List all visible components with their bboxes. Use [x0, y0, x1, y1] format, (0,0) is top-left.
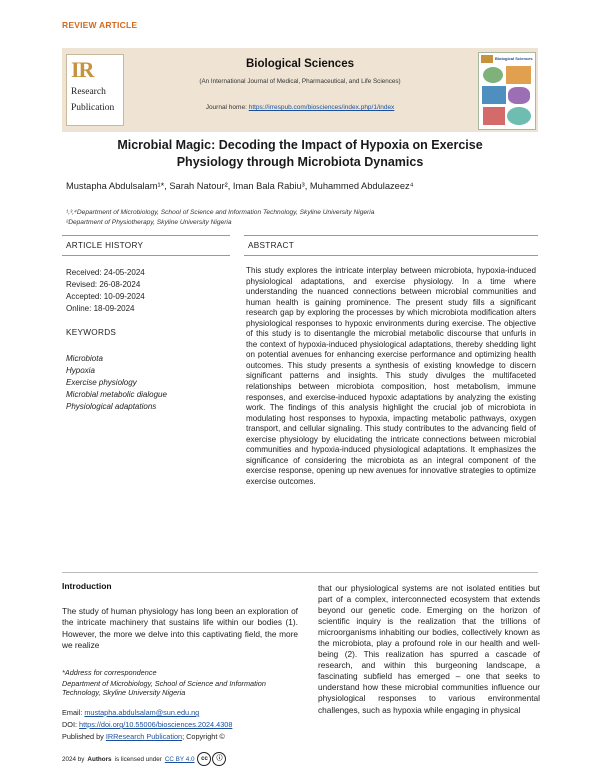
online-date: Online: 18-09-2024	[66, 304, 135, 313]
published-line	[62, 732, 225, 741]
keywords-heading: KEYWORDS	[66, 328, 117, 337]
doi-link[interactable]: https://doi.org/10.55006/biosciences.2024.4308	[79, 720, 233, 729]
journal-title: Biological Sciences	[245, 58, 354, 70]
journal-home-line	[150, 104, 450, 111]
keyword-item: Microbial metabolic dialogue	[66, 390, 167, 399]
divider	[62, 235, 230, 236]
cc-license-badge[interactable]	[197, 752, 226, 766]
accepted-date: Accepted: 10-09-2024	[66, 292, 145, 301]
correspondence-address: Department of Microbiology, School of Science and Information Technology, Skyline University Nigeria	[62, 679, 266, 698]
author-list: Mustapha Abdulsalam¹*, Sarah Natour², Iman Bala Rabiu³, Muhammed Abdulazeez⁴	[66, 181, 414, 191]
introduction-paragraph: The study of human physiology has long been an exploration of the intricate machinery that sustains life within our bodies (1). However, the more we delve into this captivating field, the more we realize	[62, 606, 298, 651]
article-history-heading: ARTICLE HISTORY	[66, 241, 144, 250]
abstract-heading: ABSTRACT	[248, 241, 295, 250]
keyword-item: Microbiota	[66, 354, 103, 363]
journal-home-link[interactable]: https://irrespub.com/biosciences/index.php/1/index	[248, 104, 395, 111]
divider	[62, 255, 230, 256]
introduction-heading: Introduction	[62, 581, 112, 591]
license-link[interactable]: CC BY 4.0	[164, 755, 195, 763]
copyright-text: ; Copyright ©	[182, 732, 225, 741]
journal-cover-thumbnail	[478, 52, 536, 130]
publisher-logo	[66, 54, 124, 126]
publisher-link[interactable]: IRResearch Publication	[105, 732, 183, 741]
cover-image-cell	[482, 86, 506, 104]
published-label: Published by	[62, 732, 104, 741]
introduction-paragraph-continued: that our physiological systems are not isolated entities but part of a complex, interconnected ecosystem that extends beyond our genetic code. Emerging on the horizon of scientific inquiry is the realization that the trillions of microorganisms inhabiting our bodies, collectively known as the microbiota, play a profound role in our health and well-being (2). This realization has spurred a cascade of research, and within this burgeoning landscape, a fascinating subfield has emerged – one that seeks to understand how these microbial communities influence our physiological responses to various environmental challenges, such as hypoxia while engaging in physical	[318, 583, 540, 715]
cover-image-cell	[483, 107, 505, 125]
email-line	[62, 708, 199, 717]
attribution-icon: ⓘ	[212, 752, 226, 766]
paper-title-line: Physiology through Microbiota Dynamics	[176, 155, 424, 169]
email-label: Email:	[62, 708, 83, 717]
affiliation: ²Department of Physiotherapy, Skyline University Nigeria	[66, 219, 232, 226]
keyword-item: Hypoxia	[66, 366, 95, 375]
cover-logo-block	[481, 55, 493, 63]
received-date: Received: 24-05-2024	[66, 268, 145, 277]
license-line	[62, 752, 226, 766]
license-text: is licensed under	[114, 755, 162, 763]
revised-date: Revised: 26-08-2024	[66, 280, 141, 289]
doi-line	[62, 720, 232, 729]
article-type-label: REVIEW ARTICLE	[62, 20, 138, 30]
cover-image-cell	[507, 107, 531, 125]
divider	[62, 572, 538, 573]
keyword-item: Exercise physiology	[66, 378, 137, 387]
affiliation: ¹,³,⁴Department of Microbiology, School of Science and Information Technology, Skyline University Nigeria	[66, 209, 375, 216]
keyword-item: Physiological adaptations	[66, 402, 157, 411]
divider	[244, 255, 538, 256]
paper-title-line: Microbial Magic: Decoding the Impact of Hypoxia on Exercise	[117, 138, 483, 152]
logo-ir-text: IR	[71, 57, 94, 82]
journal-home-label: Journal home:	[205, 104, 247, 111]
license-year: 2024 by	[62, 755, 85, 763]
cc-icon: cc	[197, 752, 211, 766]
email-link[interactable]: mustapha.abdulsalam@sun.edu.ng	[84, 708, 200, 717]
journal-subtitle: (An International Journal of Medical, Pharmaceutical, and Life Sciences)	[199, 78, 401, 85]
cover-image-cell	[483, 67, 503, 83]
cover-title: Biological Sciences	[495, 56, 533, 61]
cover-image-cell	[506, 66, 531, 84]
doi-label: DOI:	[62, 720, 77, 729]
divider	[244, 235, 538, 236]
logo-line-research: Research	[71, 87, 106, 97]
correspondence-label: *Address for correspondence	[62, 668, 157, 677]
abstract-text: This study explores the intricate interplay between microbiota, hypoxia-induced physiological adaptations, and exercise physiology. In a time where understanding the nuanced connections between microbial communities and human health is gaining prominence. The present study fills a significant research gap by exploring the processes by which microbiota modification alters physiological responses to hypoxic environments during exercise. The objective of this study is to disentangle the microbial metabolic discourse that unfurls in the context of hypoxia-induced physiological adaptations, thereby shedding light on potential avenues for enhancing exercise performance and optimizing health outcomes. This study presents a synthesis of existing knowledge to discern significant patterns and insights. This study divulges the multifaceted relationships between microbiota composition, host metabolism, immune responses, and exercise-induced hypoxic adaptations by analyzing the existing work. The findings of this analysis highlight the crucial job of microbiota in modulating host responses to hypoxia, impacting metabolic pathways, oxygen transport, and cellular signaling. This study contributes to the advancing field of exercise physiology by elucidating the intricate connections between microbial communities and hypoxia-induced physiological adaptations. It emphasizes the significance of considering the microbiota as an integral component of the exercise response, opening up new avenues for innovative strategies to optimize exercise outcomes.	[246, 266, 536, 486]
license-authors: Authors	[87, 755, 112, 763]
cover-image-cell	[508, 87, 530, 104]
logo-line-publication: Publication	[71, 103, 115, 113]
paper-title	[70, 137, 530, 171]
